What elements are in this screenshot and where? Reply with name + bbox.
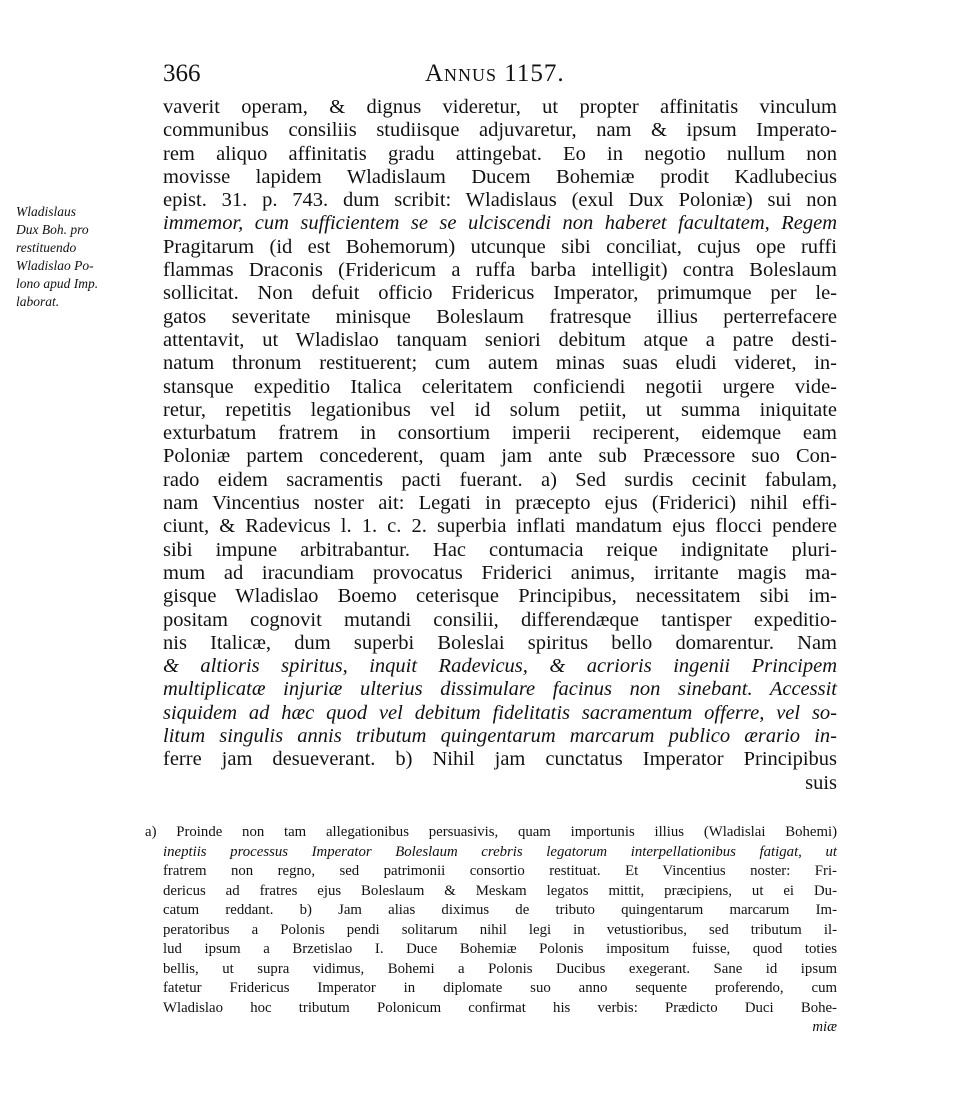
text-line: stansque expeditio Italica celeritatem conficiendi negotii urgere vide- bbox=[163, 375, 837, 398]
footnote-line: lud ipsum a Brzetislao I. Duce Bohemiæ Polonis impositum fuisse, quod toties bbox=[163, 941, 837, 957]
text-line: rado eidem sacramentis pacti fuerant. a) Sed surdis cecinit fabulam, bbox=[163, 468, 837, 491]
page-header bbox=[163, 58, 843, 98]
text-line: litum singulis annis tributum quingentarum marcarum publico ærario in- bbox=[163, 725, 837, 748]
marginal-note-line: restituendo bbox=[16, 240, 77, 255]
text-line: gatos severitate minisque Boleslaum fratresque illius perterrefacere bbox=[163, 305, 837, 328]
footnote-line: a) Proinde non tam allegationibus persuasivis, quam importunis illius (Wladislai Bohemi) bbox=[145, 824, 837, 840]
footnotes-block bbox=[145, 823, 837, 1038]
text-line: communibus consiliis studiisque adjuvaretur, nam & ipsum Imperato- bbox=[163, 119, 837, 142]
text-line: natum thronum restituerent; cum autem minas suas eludi videret, in- bbox=[163, 352, 837, 375]
footnote-line: Wladislao hoc tributum Polonicum confirmat his verbis: Prædicto Duci Bohe- bbox=[163, 999, 837, 1016]
running-title: Annus 1157. bbox=[425, 60, 565, 87]
text-line: sibi impune arbitrabantur. Hac contumacia reique indignitate pluri- bbox=[163, 538, 837, 561]
footnote-line: fratrem non regno, sed patrimonii consortio restituat. Et Vincentius noster: Fri- bbox=[163, 863, 837, 879]
marginal-note-line: Dux Boh. pro bbox=[16, 222, 89, 237]
text-line: movisse lapidem Wladislaum Ducem Bohemiæ prodit Kadlubecius bbox=[163, 165, 837, 188]
text-line: positam cognovit mutandi consilii, differendæque tantisper expeditio- bbox=[163, 608, 837, 631]
text-line: gisque Wladislao Boemo ceterisque Principibus, necessitatem sibi im- bbox=[163, 585, 837, 608]
footnote-line: catum reddant. b) Jam alias diximus de tributo quingentarum marcarum Im- bbox=[163, 902, 837, 918]
marginal-note-line: Wladislao Po- bbox=[16, 258, 94, 273]
text-line: immemor, cum sufficientem se se ulciscendi non haberet facultatem, Regem bbox=[163, 212, 837, 235]
text-line: siquidem ad hæc quod vel debitum fidelitatis sacramentum offerre, vel so- bbox=[163, 701, 837, 724]
text-line: ciunt, & Radevicus l. 1. c. 2. superbia inflati mandatum ejus flocci pendere bbox=[163, 515, 837, 538]
footnote-line: dericus ad fratres ejus Boleslaum & Meskam legatos mittit, præcipiens, ut ei Du- bbox=[163, 882, 837, 899]
footnote-line: fatetur Fridericus Imperator in diplomate suo anno sequente proferendo, cum bbox=[163, 980, 837, 996]
footnote-line: peratoribus a Polonis pendi solitarum nihil legi in vetustioribus, sed tributum il- bbox=[163, 921, 837, 938]
text-line: exturbatum fratrem in consortium imperii reciperent, eidemque eam bbox=[163, 422, 837, 445]
catchword: suis bbox=[805, 771, 837, 794]
text-line: & altioris spiritus, inquit Radevicus, & acrioris ingenii Principem bbox=[163, 655, 837, 678]
footnote-line: bellis, ut supra vidimus, Bohemi a Polonis Ducibus exegerant. Sane id ipsum bbox=[163, 960, 837, 977]
text-line: epist. 31. p. 743. dum scribit: Wladislaus (exul Dux Poloniæ) sui non bbox=[163, 189, 837, 212]
text-line: mum ad iracundiam provocatus Friderici animus, irritante magis ma- bbox=[163, 561, 837, 584]
footnote-line: ineptiis processus Imperator Boleslaum crebris legatorum interpellationibus fatigat, ut bbox=[163, 843, 837, 860]
text-line: vaverit operam, & dignus videretur, ut propter affinitatis vinculum bbox=[163, 96, 837, 118]
marginal-note-line: laborat. bbox=[16, 294, 60, 309]
text-line: ferre jam desueverant. b) Nihil jam cunctatus Imperator Principibus bbox=[163, 748, 837, 771]
page-number: 366 bbox=[163, 60, 201, 87]
marginal-note-line: lono apud Imp. bbox=[16, 276, 99, 291]
main-text-block bbox=[163, 96, 837, 795]
text-line: Pragitarum (id est Bohemorum) utcunque sibi conciliat, cujus ope ruffi bbox=[163, 235, 837, 258]
marginal-note bbox=[16, 203, 156, 311]
text-line: rem aliquo affinitatis gradu attingebat. Eo in negotio nullum non bbox=[163, 142, 837, 165]
text-line: multiplicatæ injuriæ ulterius dissimulare facinus non sinebant. Accessit bbox=[163, 678, 837, 701]
text-line: nam Vincentius noster ait: Legati in præcepto ejus (Friderici) nihil effi- bbox=[163, 492, 837, 515]
text-line: sollicitat. Non defuit officio Fridericus Imperator, primumque per le- bbox=[163, 282, 837, 305]
footnote-catchword: miæ bbox=[812, 1019, 837, 1035]
text-line: Poloniæ partem concederent, quam jam ante sub Præcessore suo Con- bbox=[163, 445, 837, 468]
text-line: attentavit, ut Wladislao tanquam seniori debitum atque a patre desti- bbox=[163, 328, 837, 351]
text-line: nis Italicæ, dum superbi Boleslai spiritus bello domarentur. Nam bbox=[163, 631, 837, 654]
text-line: flammas Draconis (Fridericum a ruffa barba intelligit) contra Boleslaum bbox=[163, 259, 837, 282]
marginal-note-line: Wladislaus bbox=[16, 204, 77, 219]
text-line: retur, repetitis legationibus vel id solum petiit, ut summa iniquitate bbox=[163, 398, 837, 421]
